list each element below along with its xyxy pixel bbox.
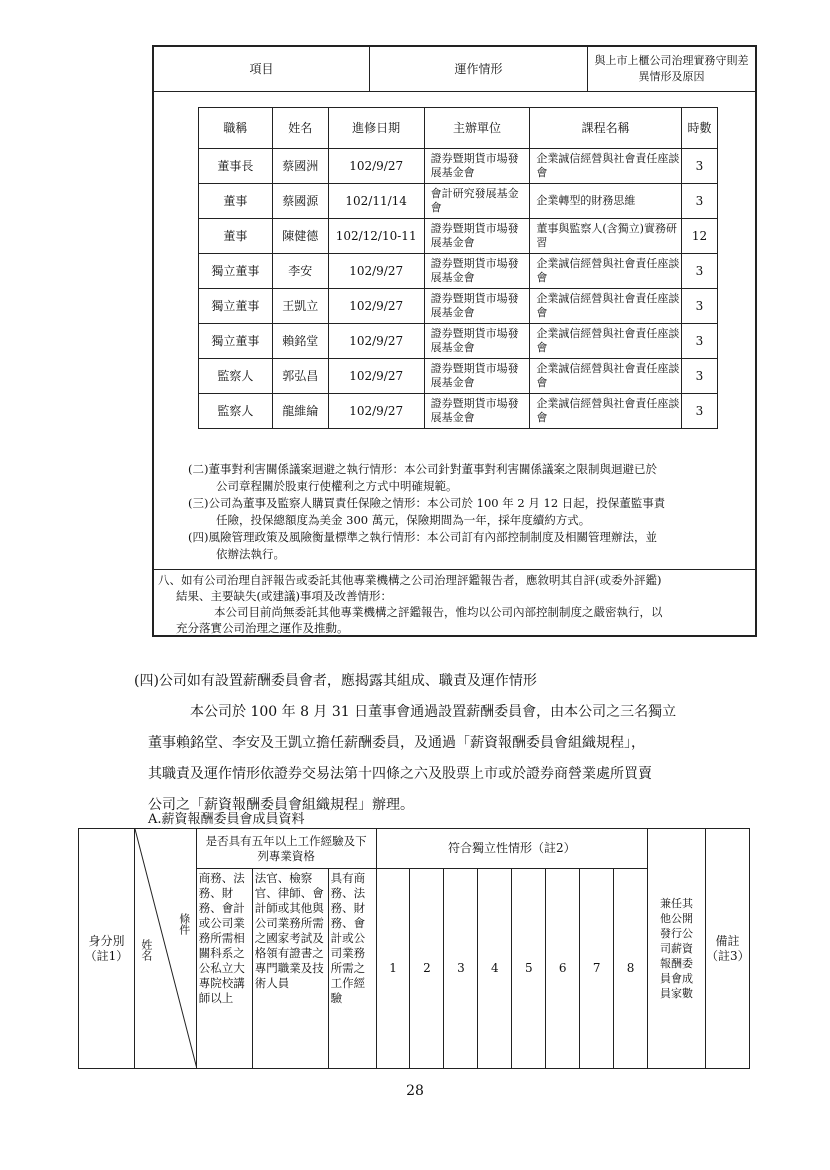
indep-col-8: 8 — [614, 869, 648, 1069]
body-line4: 公司之「薪資報酬委員會組織規程」辦理。 — [148, 797, 414, 813]
name-criteria-header — [134, 829, 196, 1069]
para-conflict-line1: (二)董事對利害關係議案迴避之執行情形：本公司針對董事對利害關係議案之限制與迴避已於 — [188, 462, 657, 476]
indep-col-4: 4 — [478, 869, 512, 1069]
indep-col-5: 5 — [512, 869, 546, 1069]
qualification-3: 具有商務、法務、財務、會計或公司業務所需之工作經驗 — [328, 869, 376, 1069]
cell-title: 獨立董事 — [199, 254, 273, 289]
cell-course: 企業誠信經營與社會責任座談會 — [530, 324, 682, 359]
cell-hours: 3 — [682, 359, 718, 394]
cell-date: 102/11/14 — [328, 184, 424, 219]
header-diff: 與上市上櫃公司治理實務守則差異情形及原因 — [594, 54, 749, 83]
cell-course: 企業誠信經營與社會責任座談會 — [530, 149, 682, 184]
cell-title: 獨立董事 — [199, 324, 273, 359]
cell-hours: 3 — [682, 289, 718, 324]
header-status: 運作情形 — [370, 47, 588, 91]
cell-hours: 3 — [682, 254, 718, 289]
cell-title: 監察人 — [199, 359, 273, 394]
subheading: A.薪資報酬委員會成員資料 — [148, 812, 305, 827]
identity-header: 身分別（註1） — [79, 829, 135, 1069]
cell-organizer: 證券暨期貨市場發展基金會 — [424, 324, 530, 359]
cell-course: 企業誠信經營與社會責任座談會 — [530, 254, 682, 289]
cell-course: 企業誠信經營與社會責任座談會 — [530, 289, 682, 324]
indep-col-3: 3 — [444, 869, 478, 1069]
col-course: 課程名稱 — [530, 108, 682, 149]
col-organizer: 主辦單位 — [424, 108, 530, 149]
cell-organizer: 證券暨期貨市場發展基金會 — [424, 254, 530, 289]
cell-organizer: 會計研究發展基金會 — [424, 184, 530, 219]
col-date: 進修日期 — [328, 108, 424, 149]
s8-line2: 結果、主要缺失(或建議)事項及改善情形： — [176, 589, 392, 603]
cell-course: 董事與監察人(含獨立)實務研習 — [530, 219, 682, 254]
table-row — [199, 289, 718, 324]
training-table — [198, 107, 718, 429]
section-heading: (四)公司如有設置薪酬委員會者，應揭露其組成、職責及運作情形 — [134, 673, 537, 689]
table-row — [199, 254, 718, 289]
qualification-header: 是否具有五年以上工作經驗及下列專業資格 — [196, 829, 376, 869]
other-company-count-header: 兼任其他公開發行公司薪資報酬委員會成員家數 — [648, 829, 706, 1069]
para-insurance-line1: (三)公司為董事及監察人購買責任保險之情形：本公司於 100 年 2 月 12 日起，投保董監事責 — [188, 496, 666, 510]
para-risk — [188, 529, 657, 563]
cell-date: 102/9/27 — [328, 289, 424, 324]
cell-name: 蔡國洲 — [272, 149, 328, 184]
box-header — [154, 47, 755, 92]
cell-date: 102/9/27 — [328, 359, 424, 394]
cell-title: 獨立董事 — [199, 289, 273, 324]
col-name: 姓名 — [272, 108, 328, 149]
cell-date: 102/9/27 — [328, 324, 424, 359]
s8-line1: 八、如有公司治理自評報告或委託其他專業機構之公司治理評鑑報告者，應敘明其自評(或委外評鑑) — [158, 573, 662, 587]
cell-title: 監察人 — [199, 394, 273, 429]
cell-name: 陳健德 — [272, 219, 328, 254]
cell-name: 王凱立 — [272, 289, 328, 324]
body-line2: 董事賴銘堂、李安及王凱立擔任薪酬委員，及通過「薪資報酬委員會組織規程」， — [148, 735, 645, 751]
cell-hours: 3 — [682, 324, 718, 359]
para-risk-line2: 依辦法執行。 — [216, 547, 285, 561]
cell-course: 企業誠信經營與社會責任座談會 — [530, 394, 682, 429]
cell-title: 董事長 — [199, 149, 273, 184]
cell-hours: 3 — [682, 149, 718, 184]
para-conflict-line2: 公司章程關於股東行使權利之方式中明確規範。 — [216, 479, 458, 493]
cell-course: 企業轉型的財務思維 — [530, 184, 682, 219]
cell-name: 郭弘昌 — [272, 359, 328, 394]
cell-organizer: 證券暨期貨市場發展基金會 — [424, 359, 530, 394]
cell-organizer: 證券暨期貨市場發展基金會 — [424, 289, 530, 324]
col-hours: 時數 — [682, 108, 718, 149]
body-line3: 其職責及運作情形依證券交易法第十四條之六及股票上市或於證券商營業處所買賣 — [148, 766, 652, 782]
cell-name: 李安 — [272, 254, 328, 289]
cell-date: 102/9/27 — [328, 254, 424, 289]
cell-name: 龍維綸 — [272, 394, 328, 429]
cell-title: 董事 — [199, 219, 273, 254]
table-row — [199, 394, 718, 429]
cell-hours: 3 — [682, 184, 718, 219]
table-row — [199, 149, 718, 184]
cell-date: 102/9/27 — [328, 149, 424, 184]
s8-line3: 本公司目前尚無委託其他專業機構之評鑑報告，惟均以公司內部控制制度之嚴密執行，以 — [214, 605, 663, 619]
s8-line4: 充分落實公司治理之運作及推動。 — [176, 621, 349, 635]
para-insurance-line2: 任險，投保總額度為美金 300 萬元，保險期間為一年，採年度續約方式。 — [216, 513, 591, 527]
table-row — [199, 184, 718, 219]
page-number: 28 — [406, 1083, 424, 1099]
table-row — [199, 324, 718, 359]
cell-hours: 12 — [682, 219, 718, 254]
cell-title: 董事 — [199, 184, 273, 219]
cell-course: 企業誠信經營與社會責任座談會 — [530, 359, 682, 394]
table-row — [199, 359, 718, 394]
qualification-2: 法官、檢察官、律師、會計師或其他與公司業務所需之國家考試及格領有證書之專門職業及技術人員 — [252, 869, 328, 1069]
para-conflict — [188, 461, 657, 495]
cell-hours: 3 — [682, 394, 718, 429]
cell-organizer: 證券暨期貨市場發展基金會 — [424, 149, 530, 184]
name-label: 姓名 — [139, 939, 153, 961]
para-insurance — [188, 495, 665, 529]
cell-date: 102/9/27 — [328, 394, 424, 429]
cell-date: 102/12/10-11 — [328, 219, 424, 254]
governance-table-box — [152, 45, 757, 637]
cell-organizer: 證券暨期貨市場發展基金會 — [424, 394, 530, 429]
cell-name: 蔡國源 — [272, 184, 328, 219]
cell-name: 賴銘堂 — [272, 324, 328, 359]
para-risk-line1: (四)風險管理政策及風險衡量標準之執行情形：本公司訂有內部控制制度及相關管理辦法，並 — [188, 530, 657, 544]
qualification-1: 商務、法務、財務、會計或公司業務所需相關科系之公私立大專院校講師以上 — [196, 869, 252, 1069]
indep-col-2: 2 — [410, 869, 444, 1069]
body-line1: 本公司於 100 年 8 月 31 日董事會通過設置薪酬委員會，由本公司之三名獨立 — [190, 704, 677, 720]
compensation-members-table — [78, 828, 750, 1069]
header-item: 項目 — [154, 47, 370, 91]
remark-header: 備註（註3） — [705, 829, 749, 1069]
cell-organizer: 證券暨期貨市場發展基金會 — [424, 219, 530, 254]
col-title: 職稱 — [199, 108, 273, 149]
training-header-row — [199, 108, 718, 149]
indep-col-6: 6 — [546, 869, 580, 1069]
criteria-label: 條件 — [177, 913, 191, 935]
indep-col-7: 7 — [580, 869, 614, 1069]
table-row — [199, 219, 718, 254]
indep-col-1: 1 — [376, 869, 410, 1069]
section-self-evaluation — [154, 569, 755, 636]
independence-header: 符合獨立性情形（註2） — [376, 829, 648, 869]
